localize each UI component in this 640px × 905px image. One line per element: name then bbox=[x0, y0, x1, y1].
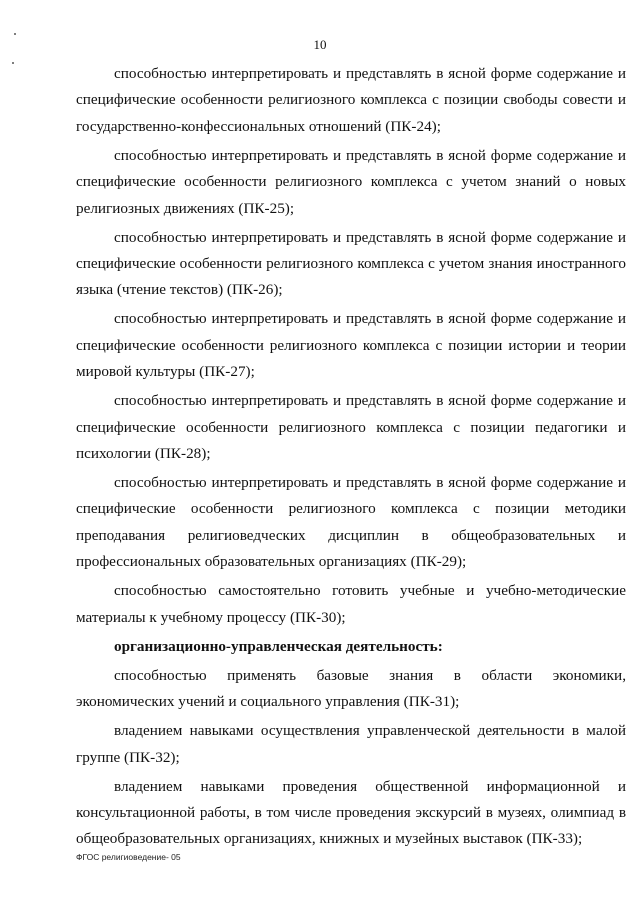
page-number: 10 bbox=[313, 37, 327, 52]
competency-paragraph: способностью интерпретировать и представлять в ясной форме содержание и специфические особенности религиозного комплекса с позиции методики преподавания религиоведческих дисциплин в общеобразовательных и профессиональных образовательных организациях (ПК-29); bbox=[76, 474, 626, 571]
scan-speck bbox=[14, 33, 16, 35]
footer-label: ФГОС религиоведение- 05 bbox=[76, 852, 181, 862]
document-body bbox=[76, 61, 626, 855]
competency-paragraph: владением навыками проведения общественной информационной и консультационной работы, в том числе проведения экскурсий в музеях, олимпиад в общеобразовательных организациях, книжных и музейных выставок (ПК-33); bbox=[76, 777, 626, 848]
competency-paragraph: способностью интерпретировать и представлять в ясной форме содержание и специфические особенности религиозного комплекса с позиции истории и теории мировой культуры (ПК-27); bbox=[76, 310, 626, 381]
competency-paragraph: способностью интерпретировать и представлять в ясной форме содержание и специфические особенности религиозного комплекса с позиции педагогики и психологии (ПК-28); bbox=[76, 392, 626, 463]
competency-paragraph: способностью интерпретировать и представлять в ясной форме содержание и специфические особенности религиозного комплекса с учетом знаний о новых религиозных движениях (ПК-25); bbox=[76, 146, 626, 217]
scan-speck bbox=[12, 62, 14, 64]
competency-paragraph: способностью применять базовые знания в области экономики, экономических учений и социального управления (ПК-31); bbox=[76, 666, 626, 711]
competency-paragraph: способностью самостоятельно готовить учебные и учебно-методические материалы к учебному процессу (ПК-30); bbox=[76, 582, 626, 626]
competency-paragraph: владением навыками осуществления управленческой деятельности в малой группе (ПК-32); bbox=[76, 722, 626, 766]
competency-paragraph: способностью интерпретировать и представлять в ясной форме содержание и специфические особенности религиозного комплекса с позиции свободы совести и государственно-конфессиональных отношений (ПК-24); bbox=[76, 65, 626, 135]
section-heading: организационно-управленческая деятельность: bbox=[114, 637, 443, 655]
competency-paragraph: способностью интерпретировать и представлять в ясной форме содержание и специфические особенности религиозного комплекса с учетом знания иностранного языка (чтение текстов) (ПК-26); bbox=[76, 228, 626, 299]
